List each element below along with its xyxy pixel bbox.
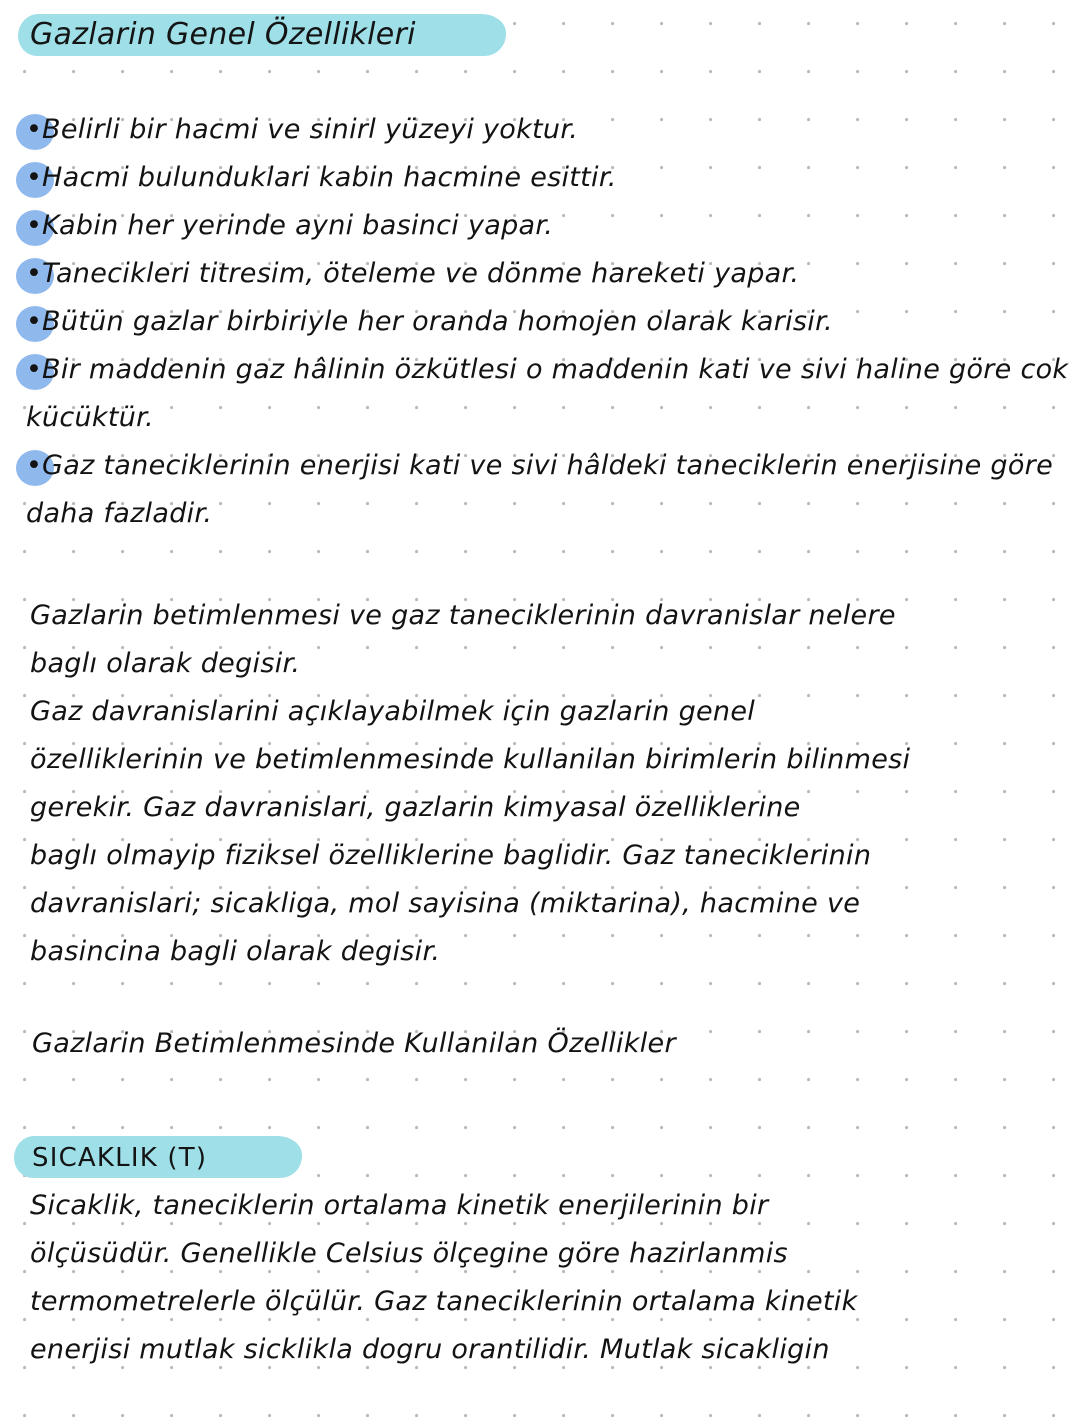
list-item — [0, 442, 1080, 538]
list-item-label: Bütün gazlar birbiriyle her oranda homojen olarak karisir. — [42, 306, 833, 337]
general-properties-list — [0, 106, 1080, 538]
paragraph-line: baglı olmayip fiziksel özelliklerine baglidir. Gaz taneciklerinin — [30, 840, 872, 871]
spacer — [0, 976, 1080, 1020]
paragraph-line: Gaz davranislarini açıklayabilmek için gazlarin genel — [30, 696, 756, 727]
list-item-label: Kabin her yerinde ayni basinci yapar. — [42, 210, 554, 241]
paragraph-line: gerekir. Gaz davranislari, gazlarin kimyasal özelliklerine — [30, 792, 801, 823]
subheading-sicaklik: SICAKLIK (T) — [32, 1143, 208, 1173]
bullet-marker: • — [26, 162, 43, 193]
spacer — [0, 62, 1080, 106]
list-item — [0, 202, 1080, 250]
bullet-marker: • — [26, 450, 43, 481]
list-item-label: Gaz taneciklerinin enerjisi kati ve sivi hâldeki taneciklerin enerjisine göre daha fazladir. — [26, 450, 1053, 529]
paragraph-explanation — [0, 688, 1080, 976]
title-row — [0, 0, 1080, 62]
paragraph-temperature — [0, 1182, 1080, 1374]
list-item-label: Tanecikleri titresim, öteleme ve dönme hareketi yapar. — [42, 258, 800, 289]
bullet-marker: • — [26, 354, 43, 385]
paragraph-line: basincina bagli olarak degisir. — [30, 936, 441, 967]
page-title: Gazlarin Genel Özellikleri — [30, 17, 416, 52]
paragraph-line: baglı olarak degisir. — [30, 648, 301, 679]
bullet-marker: • — [26, 114, 43, 145]
paragraph-line: Gazlarin betimlenmesi ve gaz taneciklerinin davranislar nelere — [30, 600, 896, 631]
paragraph-line: ölçüsüdür. Genellikle Celsius ölçegine göre hazirlanmis — [30, 1238, 788, 1269]
paragraph-intro — [0, 592, 1080, 688]
list-item — [0, 154, 1080, 202]
list-item — [0, 346, 1080, 442]
list-item-label: Bir maddenin gaz hâlinin özkütlesi o maddenin kati ve sivi haline göre cok kücüktür. — [26, 354, 1069, 433]
subheading-row — [0, 1122, 1080, 1182]
list-item — [0, 106, 1080, 154]
spacer — [0, 1068, 1080, 1122]
paragraph-line: özelliklerinin ve betimlenmesinde kullanilan birimlerin bilinmesi — [30, 744, 911, 775]
bullet-marker: • — [26, 258, 43, 289]
list-item — [0, 298, 1080, 346]
paragraph-line: davranislari; sicakliga, mol sayisina (miktarina), hacmine ve — [30, 888, 861, 919]
paragraph-line: Sicaklik, taneciklerin ortalama kinetik enerjilerinin bir — [30, 1190, 769, 1221]
list-item — [0, 250, 1080, 298]
paragraph-line: enerjisi mutlak sicklikla dogru orantilidir. Mutlak sicakligin — [30, 1334, 830, 1365]
paragraph-line: termometrelerle ölçülür. Gaz taneciklerinin ortalama kinetik — [30, 1286, 858, 1317]
section-heading: Gazlarin Betimlenmesinde Kullanilan Özellikler — [32, 1028, 676, 1059]
bullet-marker: • — [26, 306, 43, 337]
bullet-marker: • — [26, 210, 43, 241]
list-item-label: Hacmi bulunduklari kabin hacmine esittir. — [42, 162, 617, 193]
list-item-label: Belirli bir hacmi ve sinirl yüzeyi yoktur. — [42, 114, 579, 145]
spacer — [0, 538, 1080, 592]
